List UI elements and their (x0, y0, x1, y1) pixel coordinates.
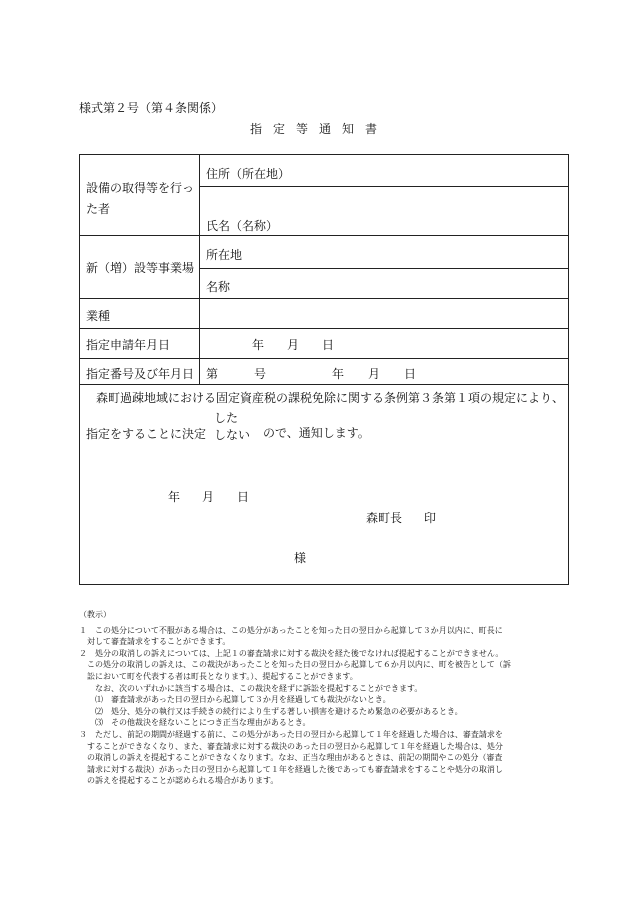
designation-month-unit: 月 (368, 367, 381, 381)
instructions-heading: （教示） (79, 610, 111, 619)
instruction-line: 請求に対する裁決）があった日の翌日から起算して１年を経過した後であっても審査請求をすることや処分の取消し (79, 764, 503, 774)
instruction-line: 対して審査請求をすることができます。 (79, 637, 231, 647)
site-name-label: 名称 (206, 280, 231, 294)
notice-form-table (79, 154, 569, 585)
acquirer-label-line2: た者 (86, 202, 111, 216)
addressee-suffix: 様 (294, 551, 307, 565)
instruction-line: ⑵ 処分、処分の執行又は手続きの続行により生ずる著しい損害を避けるため緊急の必要があるとき。 (79, 706, 463, 716)
address-label: 住所（所在地） (206, 167, 291, 181)
instruction-line: ⑶ その他裁決を経ないことにつき正当な理由があるとき。 (79, 718, 311, 728)
row-divider (80, 384, 568, 385)
instruction-line: ３ ただし、前記の期間が経過する前に、この処分があった日の翌日から起算して１年を経過した場合は、審査請求を (79, 729, 503, 739)
sub-row-divider (199, 268, 568, 269)
option-did-not: しない (214, 428, 251, 442)
notice-year-unit: 年 (168, 490, 181, 504)
acquirer-label-line1: 設備の取得等を行っ (86, 181, 195, 195)
instruction-line: の訴えを提起することが認められる場合があります。 (79, 776, 279, 786)
application-day-unit: 日 (322, 338, 335, 352)
industry-label: 業種 (86, 309, 111, 323)
location-label: 所在地 (206, 248, 243, 262)
designation-day-unit: 日 (404, 367, 417, 381)
row-divider (80, 328, 568, 329)
notice-sentence-prefix: 指定をすることに決定 (86, 427, 207, 441)
form-number: 様式第２号（第４条関係） (79, 101, 224, 115)
sub-row-divider (199, 186, 568, 187)
application-date-label: 指定申請年月日 (86, 338, 171, 352)
designation-year-unit: 年 (332, 367, 345, 381)
instruction-line: ⑴ 審査請求があった日の翌日から起算して３か月を経過しても裁決がないとき。 (79, 695, 391, 705)
instruction-line: することができなくなり、また、審査請求に対する裁決のあった日の翌日から起算して１年を経過した場合は、処分 (79, 741, 503, 751)
designation-label: 指定番号及び年月日 (86, 367, 195, 381)
issuer-title: 森町長 (366, 511, 403, 525)
name-label: 氏名（名称） (206, 219, 279, 233)
option-did: した (214, 411, 239, 425)
row-divider (80, 235, 568, 236)
notice-sentence-line1: 森町過疎地域における固定資産税の課税免除に関する条例第３条第１項の規定により、 (96, 391, 565, 405)
document-title: 指定等通知書 (250, 122, 389, 136)
row-divider (80, 358, 568, 359)
designation-no-prefix: 第 (206, 367, 219, 381)
instruction-line: この処分の取消しの訴えは、この裁決があったことを知った日の翌日から起算して６か月以内に、町を被告として（訴 (79, 660, 511, 670)
instruction-line: なお、次のいずれかに該当する場合は、この裁決を経ずに訴訟を提起することができます。 (79, 683, 423, 693)
instruction-line: の取消しの訴えを提起することができなくなります。なお、正当な理由があるときは、前記の期間やこの処分（審査 (79, 753, 503, 763)
instruction-line: １ この処分について不服がある場合は、この処分があったことを知った日の翌日から起算して３か月以内に、町長に (79, 625, 503, 635)
instruction-line: ２ 処分の取消しの訴えについては、上記１の審査請求に対する裁決を経た後でなければ提起することができません。 (79, 648, 504, 658)
site-label: 新（増）設等事業場 (86, 261, 195, 275)
application-year-unit: 年 (252, 338, 265, 352)
row-divider (80, 298, 568, 299)
instruction-line: 訟において町を代表する者は町長となります。）、提起することができます。 (79, 671, 358, 681)
column-divider (199, 155, 200, 384)
notice-day-unit: 日 (237, 490, 250, 504)
notice-sentence-suffix: ので、通知します。 (263, 426, 370, 440)
designation-no-suffix: 号 (254, 367, 267, 381)
application-month-unit: 月 (287, 338, 300, 352)
instructions-section (79, 609, 559, 787)
notice-month-unit: 月 (202, 490, 215, 504)
seal-mark: 印 (424, 511, 437, 525)
